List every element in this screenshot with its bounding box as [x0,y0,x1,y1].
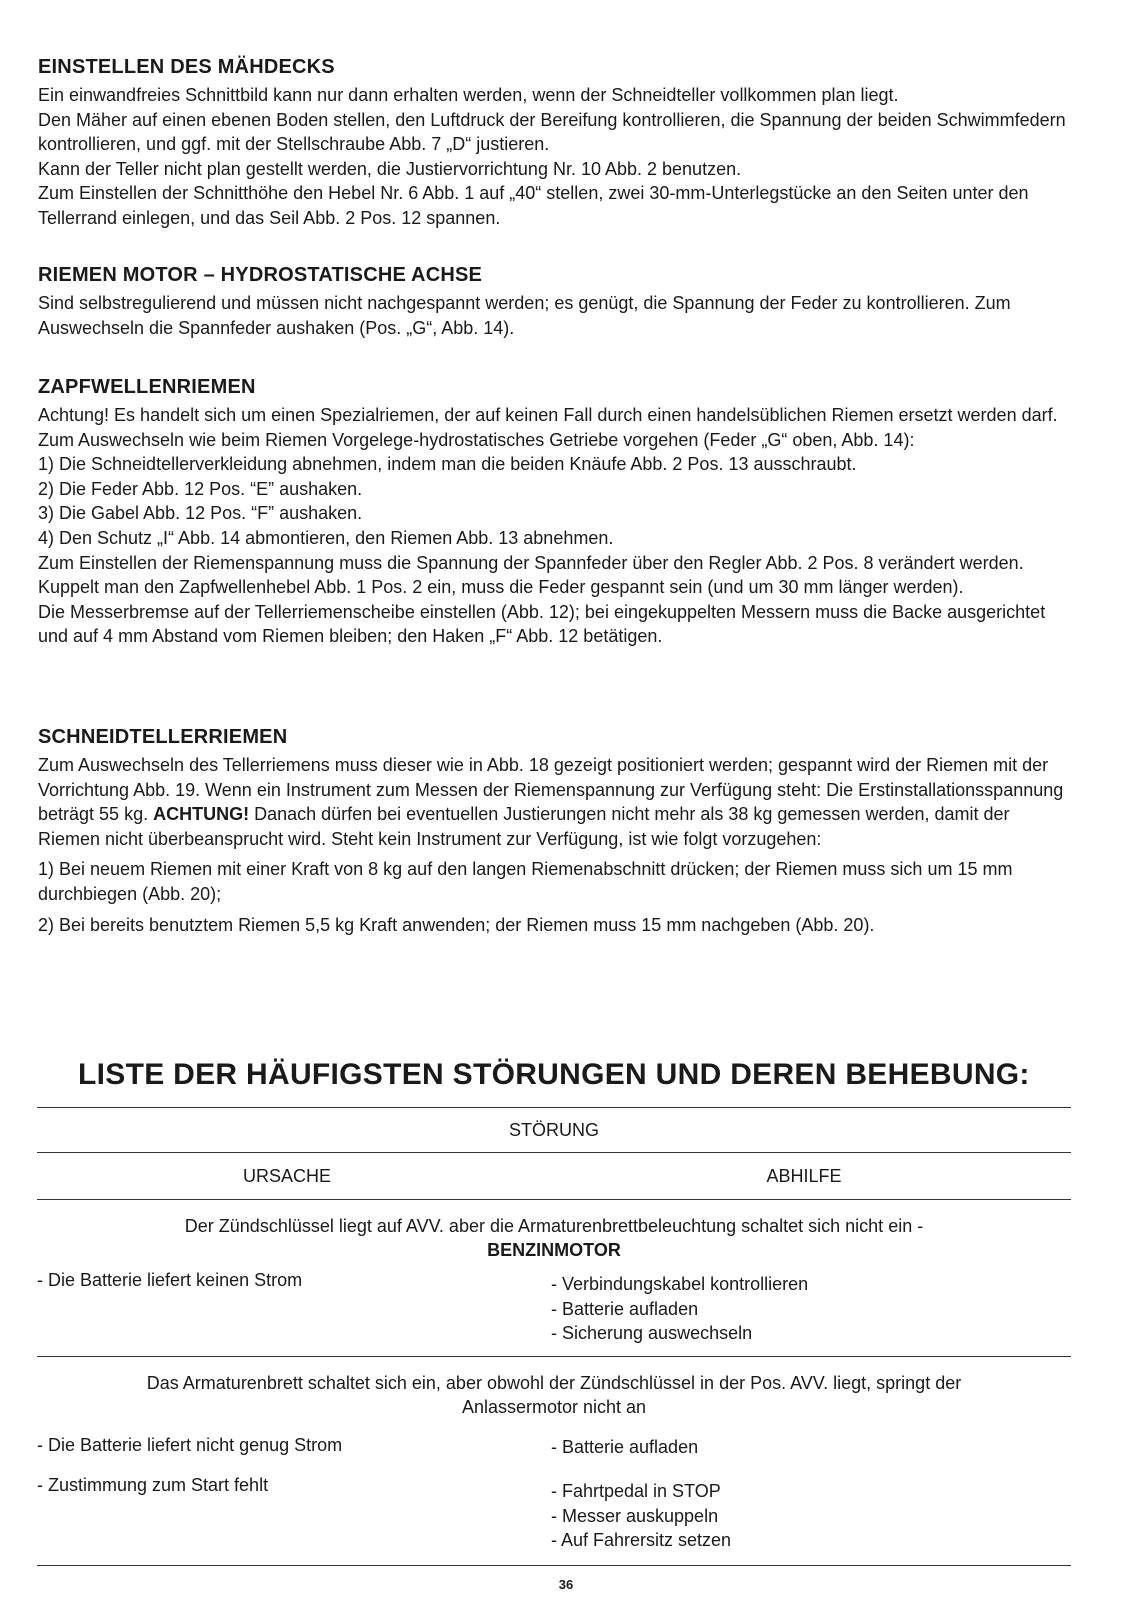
remedy: - Sicherung auswechseln [551,1323,753,1343]
problem-engine-label: BENZINMOTOR [487,1240,621,1260]
table-row [37,1473,1071,1553]
remedy: - Verbindungskabel kontrollieren [551,1274,809,1294]
section-title: RIEMEN MOTOR – HYDROSTATISCHE ACHSE [38,264,483,286]
paragraph [38,753,1068,851]
troubleshooting-title: LISTE DER HÄUFIGSTEN STÖRUNGEN UND DEREN BEHEBUNG: [78,1058,1030,1091]
paragraph: Zum Auswechseln wie beim Riemen Vorgelege-hydrostatisches Getriebe vorgehen (Feder „G“ oben, Abb. 14): [38,429,915,450]
remedy-list [551,1473,1071,1553]
text-run: Zum Auswechseln des Tellerriemens muss dieser wie in Abb. 18 gezeigt positioniert werden; gespannt wird der Riemen mit der Vorrichtung Abb. 19. Wenn ein Instrument zum Messen der Riemenspannung zur Verfügung steht: Die Erstinstallationsspannung beträgt 55 kg. [38,755,1064,825]
section-title: SCHNEIDTELLERRIEMEN [38,726,288,748]
cause: - Die Batterie liefert nicht genug Strom [37,1434,343,1455]
table-row [37,1433,1071,1460]
header-stoerung: STÖRUNG [509,1120,599,1140]
paragraph: Zum Einstellen der Schnitthöhe den Hebel Nr. 6 Abb. 1 auf „40“ stellen, zwei 30-mm-Unterlegstücke an den Seiten unter den Tellerrand einlegen, und das Seil Abb. 2 Pos. 12 spannen. [38,183,1029,228]
remedy-list [551,1268,1071,1346]
list-item: 2) Bei bereits benutztem Riemen 5,5 kg Kraft anwenden; der Riemen muss 15 mm nachgeben (Abb. 20). [38,914,875,935]
list-item: 1) Bei neuem Riemen mit einer Kraft von 8 kg auf den langen Riemenabschnitt drücken; der Riemen muss sich um 15 mm durchbiegen (Abb. 20); [38,859,1013,904]
cause: - Die Batterie liefert keinen Strom [37,1270,303,1290]
section-schneidtellerriemen [38,726,1068,937]
paragraph: Kann der Teller nicht plan gestellt werden, die Justiervorrichtung Nr. 10 Abb. 2 benutzen. [38,158,742,179]
section-zapfwellenriemen [38,376,1068,649]
header-abhilfe: ABHILFE [766,1165,842,1186]
paragraph: Sind selbstregulierend und müssen nicht nachgespannt werden; es genügt, die Spannung der Feder zu kontrollieren. Zum Auswechseln die Spannfeder aushaken (Pos. „G“, Abb. 14). [38,293,1011,338]
remedy: - Batterie aufladen [551,1436,699,1457]
section-title: EINSTELLEN DES MÄHDECKS [38,56,335,78]
list-item: 1) Die Schneidtellerverkleidung abnehmen, indem man die beiden Knäufe Abb. 2 Pos. 13 ausschraubt. [38,454,857,475]
paragraph: Die Messerbremse auf der Tellerriemenscheibe einstellen (Abb. 12); bei eingekuppelten Messern muss die Backe ausgerichtet und auf 4 mm Abstand vom Riemen bleiben; den Haken „F“ Abb. 12 betätigen. [38,601,1046,647]
section-title: ZAPFWELLENRIEMEN [38,376,256,398]
list-item: 2) Die Feder Abb. 12 Pos. “E” aushaken. [38,478,363,499]
paragraph: Ein einwandfreies Schnittbild kann nur dann erhalten werden, wenn der Schneidteller vollkommen plan liegt. [38,85,899,105]
paragraph: Achtung! Es handelt sich um einen Spezialriemen, der auf keinen Fall durch einen handelsüblichen Riemen ersetzt werden darf. [38,405,1058,425]
header-row [37,1153,1071,1199]
remedy: - Messer auskuppeln [551,1505,719,1526]
troubleshooting-table [37,1107,1071,1566]
section-riemen-motor [38,264,1068,340]
list-item: 4) Den Schutz „I“ Abb. 14 abmontieren, den Riemen Abb. 13 abnehmen. [38,527,614,548]
section-maehdeck [38,56,1068,231]
header-ursache: URSACHE [242,1165,331,1186]
list-item: 3) Die Gabel Abb. 12 Pos. “F” aushaken. [38,503,363,524]
problem-1 [37,1214,1071,1262]
cause: - Zustimmung zum Start fehlt [37,1475,269,1495]
table-row [37,1268,1071,1346]
text-run: Danach dürfen bei eventuellen Justierungen nicht mehr als 38 kg gemessen werden, damit der Riemen nicht überbeansprucht wird. Steht kein Instrument zur Verfügung, ist wie folgt vorzugehen: [38,804,1010,849]
problem-text: Der Zündschlüssel liegt auf AVV. aber die Armaturenbrettbeleuchtung schaltet sich nicht ein - [184,1216,924,1236]
remedy: - Batterie aufladen [551,1298,699,1319]
problem-2: Das Armaturenbrett schaltet sich ein, aber obwohl der Zündschlüssel in der Pos. AVV. liegt, springt der Anlassermotor nicht an [146,1372,962,1417]
divider [37,1565,1071,1566]
paragraph: Zum Einstellen der Riemenspannung muss die Spannung der Spannfeder über den Regler Abb. 2 Pos. 8 verändert werden. Kuppelt man den Zapfwellenhebel Abb. 1 Pos. 2 ein, muss die Feder gespannt sein (und um 30 mm länger werden). [38,552,1024,598]
remedy: - Auf Fahrersitz setzen [551,1530,732,1550]
paragraph: Den Mäher auf einen ebenen Boden stellen, den Luftdruck der Bereifung kontrollieren, die Spannung der beiden Schwimmfedern kontrollieren, und ggf. mit der Stellschraube Abb. 7 „D“ justieren. [38,109,1066,155]
remedy: - Fahrtpedal in STOP [551,1481,721,1501]
warning-label: ACHTUNG! [153,804,250,825]
page-number: 36 [558,1577,574,1592]
